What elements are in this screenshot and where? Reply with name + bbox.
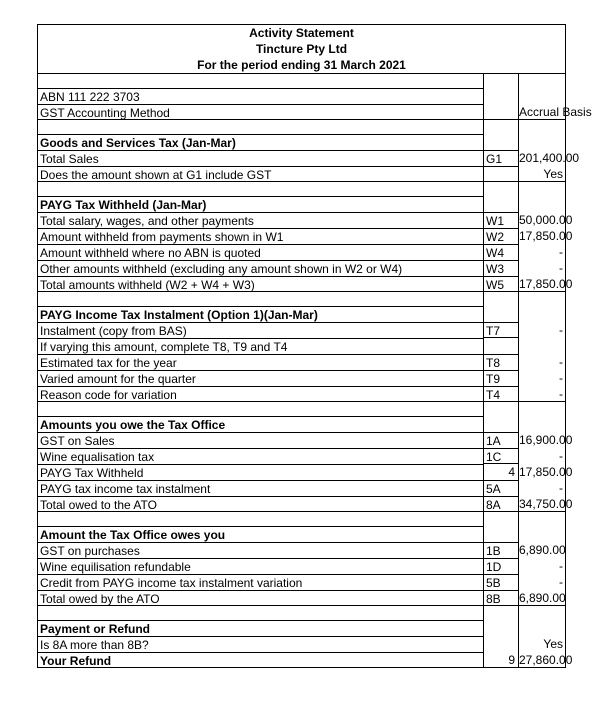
payg-instalment-row (37, 354, 566, 370)
ato-owes-value: - (518, 574, 566, 590)
payment-heading: Payment or Refund (37, 620, 448, 636)
owe-ato-row (37, 480, 566, 496)
owe-ato-label: GST on Sales (37, 432, 448, 448)
owe-ato-value: 34,750.00 (519, 497, 573, 511)
payg-withheld-value: 50,000.00 (519, 213, 573, 227)
payg-instalment-code: T7 (483, 322, 518, 338)
payg-instalment-label: Estimated tax for the year (37, 354, 448, 370)
gst-method-label: GST Accounting Method (37, 104, 448, 120)
payg-withheld-label: Other amounts withheld (excluding any amount shown in W2 or W4) (37, 260, 448, 276)
payg-instalment-value: - (518, 354, 566, 370)
payg-withheld-code: W1 (483, 212, 518, 228)
ato-owes-code: 1D (483, 558, 518, 574)
payg-withheld-label: Amount withheld where no ABN is quoted (37, 244, 448, 260)
payg-withheld-row (37, 276, 573, 292)
payg-instalment-code: T4 (483, 386, 518, 402)
gst-row-label: Total Sales (37, 150, 448, 166)
gst-method-value: Accrual Basis (519, 105, 592, 119)
refund-code: 9 (483, 652, 518, 668)
payg-withheld-label: Total amounts withheld (W2 + W4 + W3) (37, 276, 448, 292)
payment-answer: Yes (518, 636, 566, 652)
refund-value: 27,860.00 (519, 653, 573, 667)
owe-ato-label: PAYG Tax Withheld (37, 464, 448, 480)
payg-withheld-row (37, 212, 573, 228)
owe-ato-label: PAYG tax income tax instalment (37, 480, 448, 496)
payg-instalment-value: - (518, 370, 566, 386)
payg-instalment-value: - (518, 386, 566, 402)
payg-withheld-value: 17,850.00 (519, 229, 573, 243)
owe-ato-row (37, 448, 566, 464)
abn-label: ABN 111 222 3703 (37, 88, 448, 104)
ato-owes-heading-row (37, 526, 566, 542)
ato-owes-row (37, 558, 566, 574)
gst-heading: Goods and Services Tax (Jan-Mar) (37, 134, 448, 150)
payg-withheld-code: W5 (483, 276, 518, 292)
owe-ato-heading-row (37, 416, 566, 432)
ato-owes-label: Wine equilisation refundable (37, 558, 448, 574)
gst-heading-row (37, 134, 566, 150)
ato-owes-row (37, 590, 566, 606)
payg-instalment-heading-row (37, 306, 566, 322)
ato-owes-value: 6,890.00 (519, 543, 566, 557)
ato-owes-code: 8B (483, 590, 518, 606)
gst-method-row (37, 104, 592, 120)
owe-ato-code: 8A (483, 496, 518, 512)
payment-question-row (37, 636, 566, 652)
payg-withheld-value: 17,850.00 (519, 277, 573, 291)
payg-withheld-code: W4 (483, 244, 518, 260)
payg-withheld-value: - (518, 260, 566, 276)
activity-statement-sheet (37, 24, 592, 668)
owe-ato-value: 17,850.00 (519, 465, 573, 479)
ato-owes-heading: Amount the Tax Office owes you (37, 526, 448, 542)
ato-owes-code: 1B (483, 542, 518, 558)
ato-owes-label: Credit from PAYG income tax instalment variation (37, 574, 448, 590)
payg-instalment-code: T9 (483, 370, 518, 386)
payg-withheld-heading: PAYG Tax Withheld (Jan-Mar) (37, 196, 448, 212)
payg-instalment-code: T8 (483, 354, 518, 370)
payment-question: Is 8A more than 8B? (37, 636, 448, 652)
owe-ato-code: 1C (483, 448, 518, 464)
payg-withheld-label: Amount withheld from payments shown in W1 (37, 228, 448, 244)
spacer-row (37, 74, 566, 88)
payg-withheld-label: Total salary, wages, and other payments (37, 212, 448, 228)
ato-owes-row (37, 574, 566, 590)
payg-instalment-label: Instalment (copy from BAS) (37, 322, 448, 338)
gst-row-value: Yes (518, 166, 566, 182)
payg-instalment-label: Reason code for variation (37, 386, 448, 402)
payg-withheld-row (37, 244, 566, 260)
owe-ato-row (37, 496, 573, 512)
ato-owes-label: GST on purchases (37, 542, 448, 558)
spacer-row (37, 120, 566, 134)
statement-title: Activity Statement (37, 24, 566, 41)
ato-owes-row (37, 542, 566, 558)
payg-instalment-row (37, 322, 566, 338)
gst-row-code: G1 (483, 150, 518, 166)
spacer-row (37, 512, 566, 526)
ato-owes-value: 6,890.00 (519, 591, 566, 605)
owe-ato-code: 1A (483, 432, 518, 448)
gst-row (37, 166, 566, 182)
owe-ato-code: 5A (483, 480, 518, 496)
payg-instalment-heading: PAYG Income Tax Instalment (Option 1)(Jan-Mar) (37, 306, 448, 322)
period-label: For the period ending 31 March 2021 (37, 57, 566, 74)
ato-owes-code: 5B (483, 574, 518, 590)
ato-owes-label: Total owed by the ATO (37, 590, 448, 606)
owe-ato-value: 16,900.00 (519, 433, 573, 447)
payg-instalment-row (37, 386, 566, 402)
spacer-row (37, 292, 566, 306)
spacer-row (37, 182, 566, 196)
spacer-row (37, 606, 566, 620)
payg-withheld-heading-row (37, 196, 566, 212)
owe-ato-row (37, 464, 573, 480)
company-name: Tincture Pty Ltd (37, 41, 566, 57)
gst-row (37, 150, 580, 166)
payg-instalment-label: If varying this amount, complete T8, T9 and T4 (37, 338, 448, 354)
payg-withheld-code: W3 (483, 260, 518, 276)
refund-label: Your Refund (37, 652, 448, 668)
spacer-row (37, 402, 566, 416)
payg-instalment-value: - (518, 322, 566, 338)
owe-ato-label: Wine equalisation tax (37, 448, 448, 464)
payg-instalment-row (37, 338, 566, 354)
payg-instalment-label: Varied amount for the quarter (37, 370, 448, 386)
owe-ato-code: 4 (483, 464, 518, 480)
ato-owes-value: - (518, 558, 566, 574)
abn-row (37, 88, 566, 104)
owe-ato-heading: Amounts you owe the Tax Office (37, 416, 448, 432)
owe-ato-value: - (518, 448, 566, 464)
payment-heading-row (37, 620, 566, 636)
payg-instalment-row (37, 370, 566, 386)
gst-row-value: 201,400.00 (519, 151, 580, 165)
gst-row-label: Does the amount shown at G1 include GST (37, 166, 448, 182)
owe-ato-value: - (518, 480, 566, 496)
refund-row (37, 652, 573, 668)
owe-ato-row (37, 432, 573, 448)
payg-withheld-code: W2 (483, 228, 518, 244)
payg-withheld-row (37, 260, 566, 276)
payg-withheld-row (37, 228, 573, 244)
payg-withheld-value: - (518, 244, 566, 260)
owe-ato-label: Total owed to the ATO (37, 496, 448, 512)
